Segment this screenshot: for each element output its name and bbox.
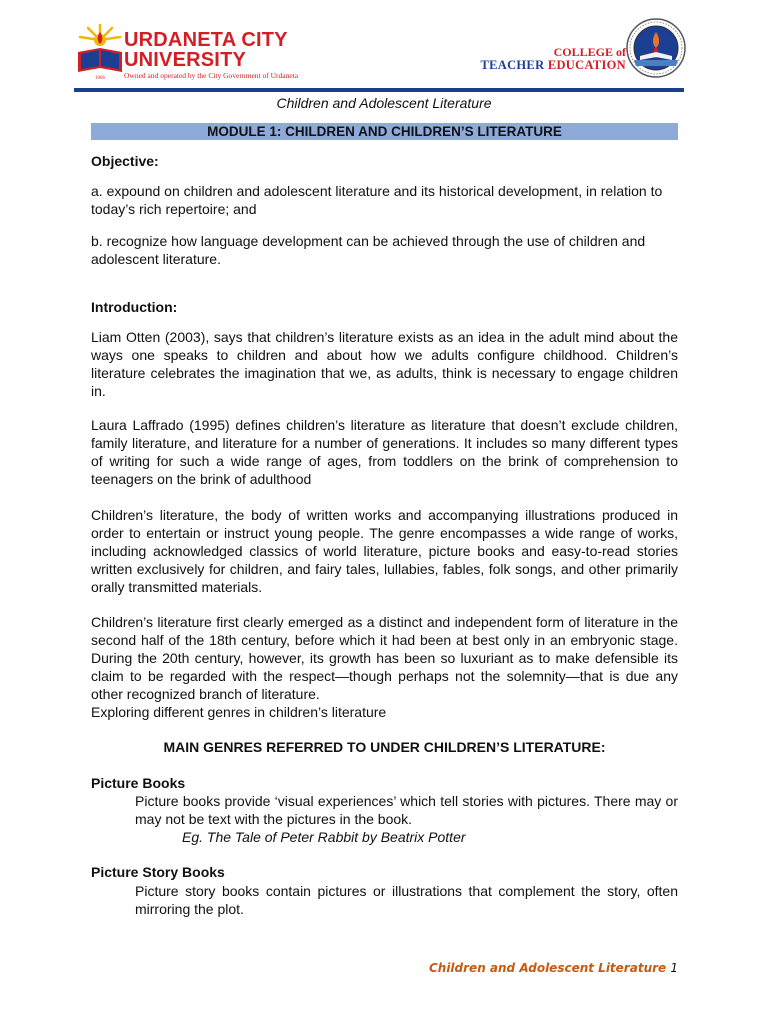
university-subtitle: Owned and operated by the City Government of Urdaneta <box>124 71 299 80</box>
footer-title: Children and Adolescent Literature <box>428 961 667 975</box>
introduction-heading: Introduction: <box>91 299 178 315</box>
introduction-paragraph-3: Children’s literature, the body of written works and accompanying illustrations produced in order to entertain or instruct young people. The genre encompasses a wide range of works, including acknowledged classics of world literature, picture books and easy-to-read stories written exclusively for children, and fairy tales, lullabies, fables, folk songs, and other primarily orally transmitted materials. <box>91 507 678 595</box>
svg-text:1966: 1966 <box>95 76 105 80</box>
college-name <box>480 46 626 72</box>
objective-b: b. recognize how language development can be achieved through the use of children and adolescent literature. <box>91 233 646 267</box>
university-name-line1: URDANETA CITY <box>124 29 288 51</box>
picture-story-books-title: Picture Story Books <box>91 864 225 880</box>
picture-books-example: Eg. The Tale of Peter Rabbit by Beatrix Potter <box>182 829 466 845</box>
objective-a: a. expound on children and adolescent literature and its historical development, in relation to today’s rich repertoire; and <box>91 183 663 217</box>
college-line2 <box>480 59 626 72</box>
ucu-logo-icon <box>74 22 126 80</box>
document-title: Children and Adolescent Literature <box>276 95 492 111</box>
objective-heading: Objective: <box>91 153 159 169</box>
introduction-paragraph-2: Laura Laffrado (1995) defines children’s literature as literature that doesn’t exclude children, family literature, and literature for a number of generations. It includes so many different types of writing for such a wide range of ages, from toddlers on the brink of comprehension to teenagers on the brink of adulthood <box>91 417 678 487</box>
college-teacher: TEACHER <box>480 58 548 72</box>
module-title: MODULE 1: CHILDREN AND CHILDREN’S LITERATURE <box>91 123 678 140</box>
page-header <box>74 22 686 92</box>
page-footer <box>429 961 678 975</box>
university-name-line2: UNIVERSITY <box>124 49 247 71</box>
college-line1: COLLEGE of <box>553 45 626 59</box>
university-name <box>124 30 298 80</box>
header-divider <box>74 88 684 92</box>
picture-books-title: Picture Books <box>91 775 186 791</box>
page-number: 1 <box>670 961 678 975</box>
picture-books-text: Picture books provide ‘visual experiences’ which tell stories with pictures. There may or may not be text with the pictures in the book. <box>135 793 678 827</box>
introduction-paragraph-5: Exploring different genres in children’s literature <box>91 704 387 720</box>
college-education: EDUCATION <box>547 58 626 72</box>
introduction-paragraph-4: Children’s literature first clearly emerged as a distinct and independent form of literature in the second half of the 18th century, before which it had been at best only in an embryonic stage. During the 20th century, however, its growth has been so luxuriant as to make defensible its claim to be regarded with the respect—though perhaps not the solemnity—that is due any other recognized branch of literature. <box>91 614 678 702</box>
genres-heading: MAIN GENRES REFERRED TO UNDER CHILDREN’S LITERATURE: <box>163 739 606 755</box>
college-seal-icon <box>626 18 686 78</box>
introduction-paragraph-1: Liam Otten (2003), says that children’s literature exists as an idea in the adult mind about the ways one speaks to children and about how we adults configure childhood. Children’s literature celebrates the imagination that we, as adults, think is necessary to engage children in. <box>91 329 678 399</box>
picture-story-books-text: Picture story books contain pictures or illustrations that complement the story, often mirroring the plot. <box>135 883 678 917</box>
